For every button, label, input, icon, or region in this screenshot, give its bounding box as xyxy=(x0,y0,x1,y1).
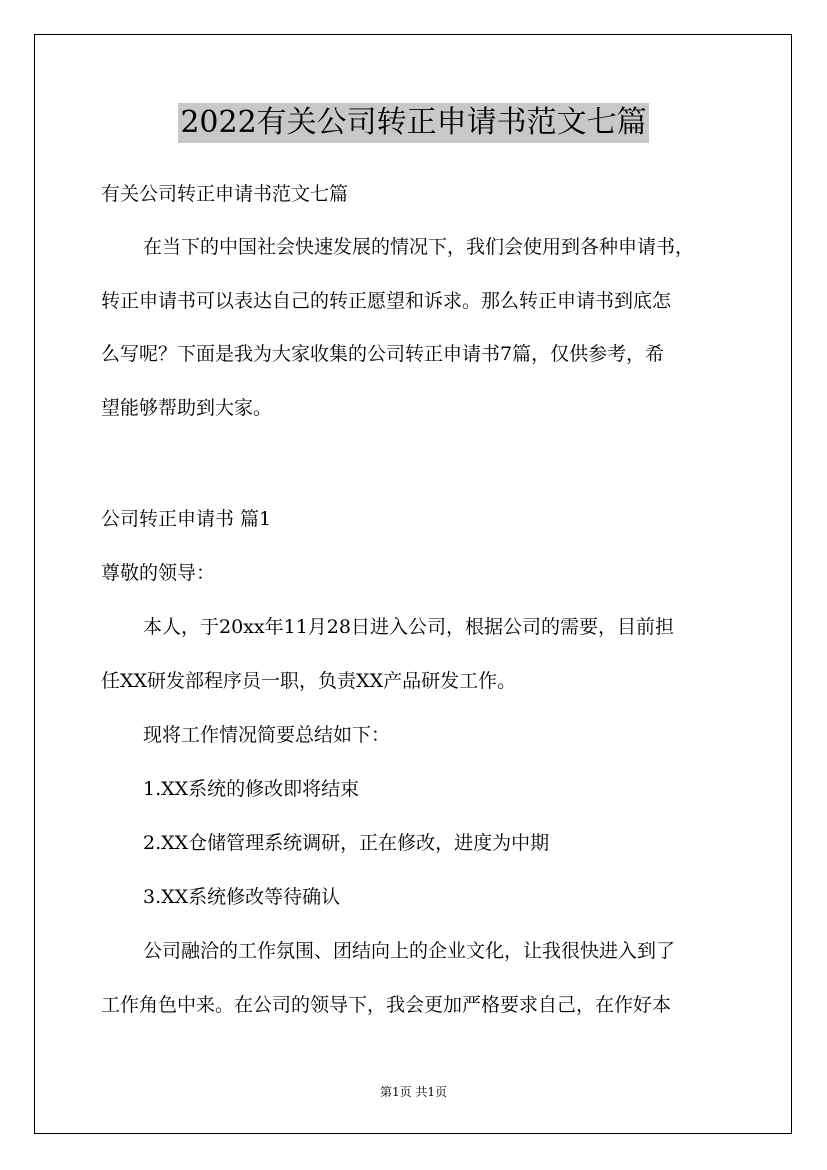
body-line: 现将工作情况简要总结如下： xyxy=(143,724,391,746)
document-title: 2022有关公司转正申请书范文七篇 xyxy=(178,103,648,143)
intro-line: 转正申请书可以表达自己的转正愿望和诉求。那么转正申请书到底怎 xyxy=(101,290,672,312)
list-item: 1.XX系统的修改即将结束 xyxy=(143,778,360,800)
page-number: 第1页 共1页 xyxy=(379,1085,448,1099)
body-line: 本人，于20xx年11月28日进入公司，根据公司的需要，目前担 xyxy=(143,616,674,638)
intro-line: 么写呢？下面是我为大家收集的公司转正申请书7篇，仅供参考，希 xyxy=(101,343,665,365)
body-line: 任XX研发部程序员一职，负责XX产品研发工作。 xyxy=(101,670,517,692)
title-container xyxy=(0,103,827,143)
salutation: 尊敬的领导： xyxy=(101,562,216,584)
document-subtitle: 有关公司转正申请书范文七篇 xyxy=(101,183,349,205)
list-item: 3.XX系统修改等待确认 xyxy=(143,886,341,908)
body-line: 公司融洽的工作氛围、团结向上的企业文化，让我很快进入到了 xyxy=(143,940,676,962)
body-line: 工作角色中来。在公司的领导下，我会更加严格要求自己，在作好本 xyxy=(101,994,672,1016)
list-item: 2.XX仓储管理系统调研，正在修改，进度为中期 xyxy=(143,832,550,854)
intro-line: 望能够帮助到大家。 xyxy=(101,397,273,419)
intro-line: 在当下的中国社会快速发展的情况下，我们会使用到各种申请书， xyxy=(143,236,695,258)
section-heading: 公司转正申请书 篇1 xyxy=(101,508,272,530)
